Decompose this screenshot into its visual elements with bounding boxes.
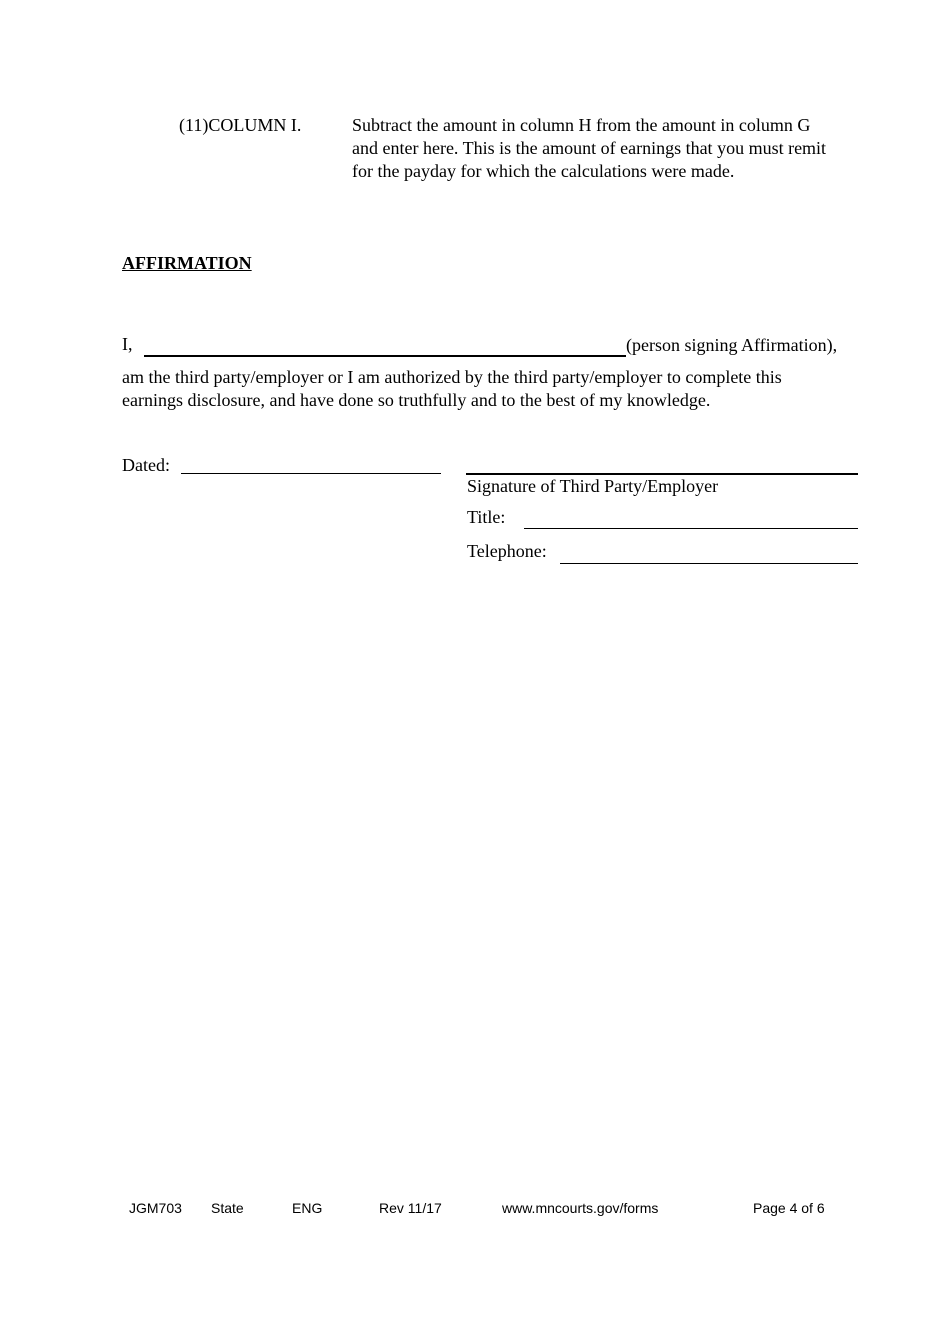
instruction-line: and enter here. This is the amount of earnings that you must remit — [352, 138, 827, 158]
instruction-label: (11)COLUMN I. — [179, 115, 302, 135]
instruction-text — [352, 114, 872, 183]
instruction-line: Subtract the amount in column H from the amount in column G — [352, 115, 811, 135]
signer-name-field[interactable] — [144, 355, 626, 357]
title-label: Title: — [467, 507, 506, 527]
telephone-field[interactable] — [560, 563, 858, 564]
footer-language: ENG — [292, 1200, 323, 1216]
person-signing-label: (person signing Affirmation), — [626, 335, 838, 355]
dated-label: Dated: — [122, 455, 170, 475]
footer-website-link[interactable]: www.mncourts.gov/forms — [502, 1200, 659, 1216]
footer-page-number: Page 4 of 6 — [753, 1200, 825, 1216]
footer-form-code: JGM703 — [129, 1200, 182, 1216]
instruction-line: for the payday for which the calculations were made. — [352, 161, 735, 181]
dated-field[interactable] — [181, 473, 441, 474]
footer-revision: Rev 11/17 — [379, 1200, 442, 1216]
telephone-label: Telephone: — [467, 541, 547, 561]
affirmation-paragraph — [122, 366, 782, 412]
affirmation-i: I, — [122, 334, 133, 354]
title-field[interactable] — [524, 528, 858, 529]
signature-label: Signature of Third Party/Employer — [467, 476, 719, 496]
paragraph-line: earnings disclosure, and have done so truthfully and to the best of my knowledge. — [122, 390, 711, 410]
footer-jurisdiction: State — [211, 1200, 244, 1216]
paragraph-line: am the third party/employer or I am authorized by the third party/employer to complete this — [122, 367, 782, 387]
affirmation-heading: AFFIRMATION — [122, 253, 252, 273]
